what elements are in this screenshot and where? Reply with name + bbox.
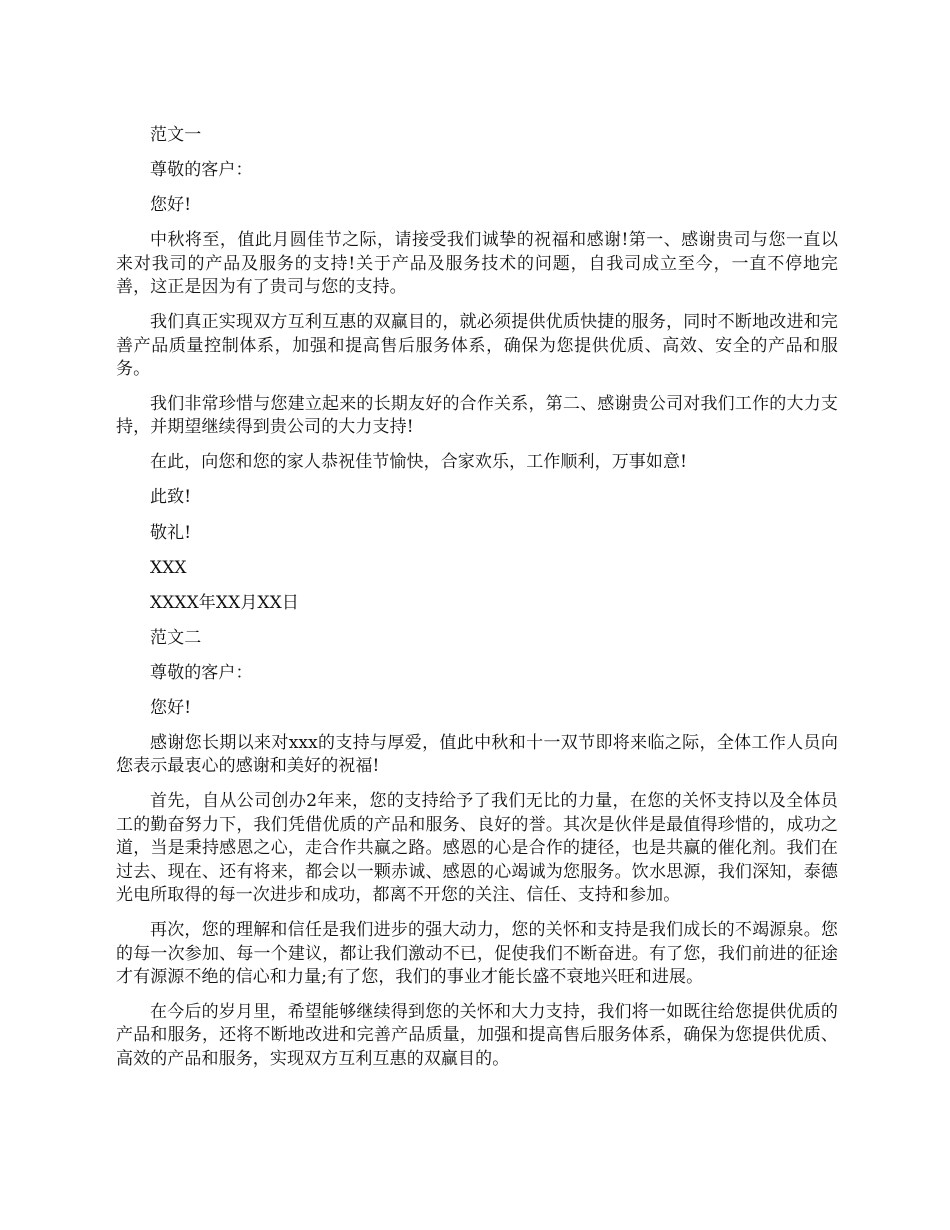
document-body: [116, 124, 838, 1083]
paragraph-2-1: 感谢您长期以来对xxx的支持与厚爱，值此中秋和十一双节即将来临之际，全体工作人员向您表示最衷心的感谢和美好的祝福!: [116, 733, 838, 777]
paragraph-1-1: 中秋将至，值此月圆佳节之际，请接受我们诚挚的祝福和感谢!第一、感谢贵司与您一直以来对我司的产品及服务的支持!关于产品及服务技术的问题，自我司成立至今，一直不停地完善，这正是因为有了贵司与您的支持。: [116, 230, 838, 298]
date-1: XXXX年XX月XX日: [150, 592, 299, 613]
signature-1: XXX: [150, 557, 187, 578]
paragraph-1-4: 在此，向您和您的家人恭祝佳节愉快，合家欢乐，工作顺利，万事如意!: [150, 452, 688, 473]
paragraph-1-2: 我们真正实现双方互利互惠的双赢目的，就必须提供优质快捷的服务，同时不断地改进和完善产品质量控制体系，加强和提高售后服务体系，确保为您提供优质、高效、安全的产品和服务。: [116, 312, 838, 379]
paragraph-2-2: 首先，自从公司创办2年来，您的支持给予了我们无比的力量，在您的关怀支持以及全体员工的勤奋努力下，我们凭借优质的产品和服务、良好的誉。其次是伙伴是最值得珍惜的，成功之道，当是秉持感恩之心，走合作共赢之路。感恩的心是合作的捷径，也是共赢的催化剂。我们在过去、现在、还有将来，都会以一颗赤诚、感恩的心竭诚为您服务。饮水思源，我们深知，泰德光电所取得的每一次进步和成功，都离不开您的关注、信任、支持和参加。: [116, 791, 838, 906]
section-title-1: 范文一: [150, 125, 202, 145]
paragraph-2-4: 在今后的岁月里，希望能够继续得到您的关怀和大力支持，我们将一如既往给您提供优质的产品和服务，还将不断地改进和完善产品质量，加强和提高售后服务体系，确保为您提供优质、高效的产品和服务，实现双方互利互惠的双赢目的。: [116, 1001, 838, 1069]
paragraph-1-3: 我们非常珍惜与您建立起来的长期友好的合作关系，第二、感谢贵公司对我们工作的大力支持，并期望继续得到贵公司的大力支持!: [116, 393, 838, 438]
closing-1: 此致!: [150, 487, 192, 508]
salutation-2: 尊敬的客户：: [150, 662, 253, 683]
salutation-1: 尊敬的客户：: [150, 160, 253, 181]
section-title-2: 范文二: [150, 627, 202, 648]
greeting-1: 您好!: [150, 195, 192, 216]
paragraph-2-3: 再次，您的理解和信任是我们进步的强大动力，您的关怀和支持是我们成长的不竭源泉。您的每一次参加、每一个建议，都让我们激动不已，促使我们不断奋进。有了您，我们前进的征途才有源源不绝的信心和力量;有了您，我们的事业才能长盛不衰地兴旺和进展。: [116, 920, 838, 987]
greeting-2: 您好!: [150, 697, 192, 718]
regards-1: 敬礼!: [150, 522, 192, 543]
